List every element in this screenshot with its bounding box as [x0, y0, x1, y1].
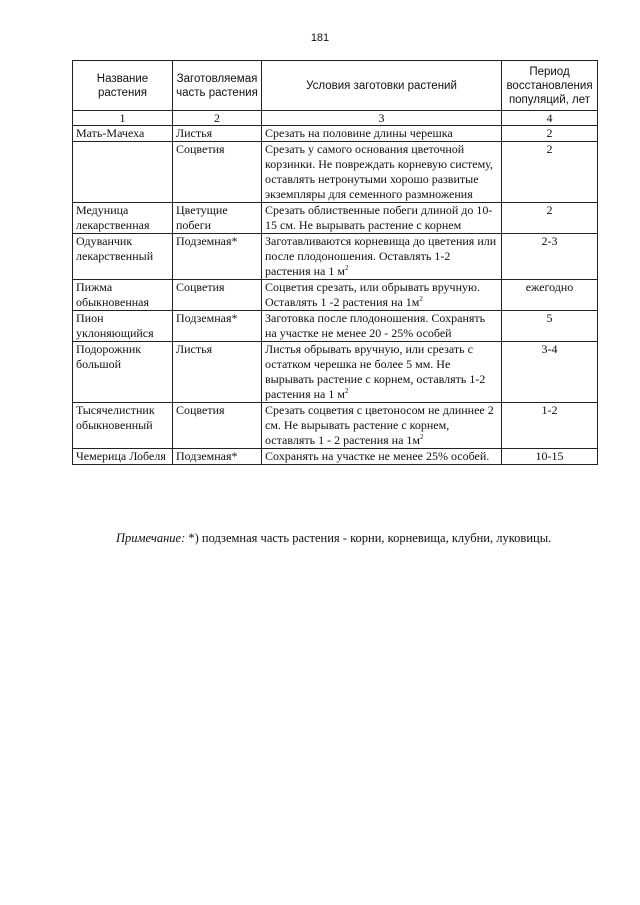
- recovery-period-cell: 2: [502, 142, 598, 203]
- recovery-period-cell: 1-2: [502, 403, 598, 449]
- header-recovery-period: Период восстановления популяций, лет: [502, 61, 598, 111]
- column-number-row: [73, 111, 598, 126]
- plant-name-cell: Пижма обыкновенная: [73, 280, 173, 311]
- recovery-period-cell: 2-3: [502, 234, 598, 280]
- footnote-text: *) подземная часть растения - корни, корневища, клубни, луковицы.: [185, 531, 552, 545]
- harvest-conditions-cell: [262, 280, 502, 311]
- recovery-period-cell: 3-4: [502, 342, 598, 403]
- table-header-row: [73, 61, 598, 111]
- harvest-conditions-cell: [262, 311, 502, 342]
- harvest-conditions-cell: [262, 234, 502, 280]
- column-number: 3: [262, 111, 502, 126]
- plant-name-cell: Одуванчик лекарственный: [73, 234, 173, 280]
- harvested-part-cell: Листья: [173, 126, 262, 142]
- harvest-conditions-text: Листья обрывать вручную, или срезать с остатком черешка не более 5 мм. Не вырывать растение с корнем, оставлять 1-2 растения на 1 м: [265, 342, 486, 401]
- recovery-period-cell: 5: [502, 311, 598, 342]
- table-row: [73, 403, 598, 449]
- header-plant-name: Название растения: [73, 61, 173, 111]
- harvested-part-cell: Цветущие побеги: [173, 203, 262, 234]
- plant-name-cell: Медуница лекарственная: [73, 203, 173, 234]
- page-number: 181: [310, 32, 330, 44]
- harvest-conditions-text: Соцветия срезать, или обрывать вручную. Оставлять 1 -2 растения на 1м: [265, 280, 480, 309]
- recovery-period-cell: 2: [502, 203, 598, 234]
- table-row: [73, 142, 598, 203]
- area-superscript: 2: [344, 264, 349, 272]
- harvested-part-cell: Соцветия: [173, 403, 262, 449]
- harvest-conditions-text: Срезать на половине длины черешка: [265, 126, 453, 140]
- plant-name-cell: [73, 142, 173, 203]
- harvest-conditions-text: Заготовка после плодоношения. Сохранять на участке не менее 20 - 25% особей: [265, 311, 486, 340]
- table-row: [73, 234, 598, 280]
- harvest-conditions-text: Срезать соцветия с цветоносом не длиннее 2 см. Не вырывать растение с корнем, оставлять 1 - 2 растения на 1м: [265, 403, 494, 447]
- footnote: [116, 530, 606, 546]
- harvest-conditions-text: Срезать облиственные побеги длиной до 10-15 см. Не вырывать растение с корнем: [265, 203, 493, 232]
- plant-name-cell: Чемерица Лобеля: [73, 449, 173, 465]
- plant-name-cell: Пион уклоняющийся: [73, 311, 173, 342]
- harvested-part-cell: Листья: [173, 342, 262, 403]
- column-number: 4: [502, 111, 598, 126]
- table-row: [73, 280, 598, 311]
- column-number: 1: [73, 111, 173, 126]
- header-harvest-conditions: Условия заготовки растений: [262, 61, 502, 111]
- harvest-conditions-cell: [262, 449, 502, 465]
- harvest-conditions-cell: [262, 142, 502, 203]
- harvest-conditions-text: Срезать у самого основания цветочной корзинки. Не повреждать корневую систему, оставлять нетронутыми хорошо развитые экземпляры для семенного размножения: [265, 142, 493, 201]
- harvest-conditions-cell: [262, 126, 502, 142]
- harvested-part-cell: Подземная*: [173, 311, 262, 342]
- table-row: [73, 311, 598, 342]
- harvested-part-cell: Подземная*: [173, 449, 262, 465]
- harvest-conditions-cell: [262, 342, 502, 403]
- harvest-conditions-cell: [262, 403, 502, 449]
- table-row: [73, 203, 598, 234]
- area-superscript: 2: [419, 295, 423, 303]
- harvested-part-cell: Соцветия: [173, 280, 262, 311]
- header-harvested-part: Заготовляемая часть растения: [173, 61, 262, 111]
- plant-name-cell: Мать-Мачеха: [73, 126, 173, 142]
- harvest-conditions-text: Заготавливаются корневища до цветения или после плодоношения. Оставлять 1-2 растения на 1 м: [265, 234, 497, 278]
- recovery-period-cell: ежегодно: [502, 280, 598, 311]
- harvested-part-cell: Соцветия: [173, 142, 262, 203]
- recovery-period-cell: 2: [502, 126, 598, 142]
- column-number: 2: [173, 111, 262, 126]
- harvest-conditions-text: Сохранять на участке не менее 25% особей.: [265, 449, 490, 463]
- area-superscript: 2: [420, 433, 424, 441]
- table-body: [73, 111, 598, 465]
- footnote-label: Примечание:: [116, 531, 186, 545]
- harvested-part-cell: Подземная*: [173, 234, 262, 280]
- plant-name-cell: Подорожник большой: [73, 342, 173, 403]
- area-superscript: 2: [344, 387, 349, 395]
- table-row: [73, 126, 598, 142]
- plant-harvest-table: [72, 60, 598, 465]
- recovery-period-cell: 10-15: [502, 449, 598, 465]
- table-row: [73, 342, 598, 403]
- table-row: [73, 449, 598, 465]
- plant-name-cell: Тысячелистник обыкновенный: [73, 403, 173, 449]
- harvest-conditions-cell: [262, 203, 502, 234]
